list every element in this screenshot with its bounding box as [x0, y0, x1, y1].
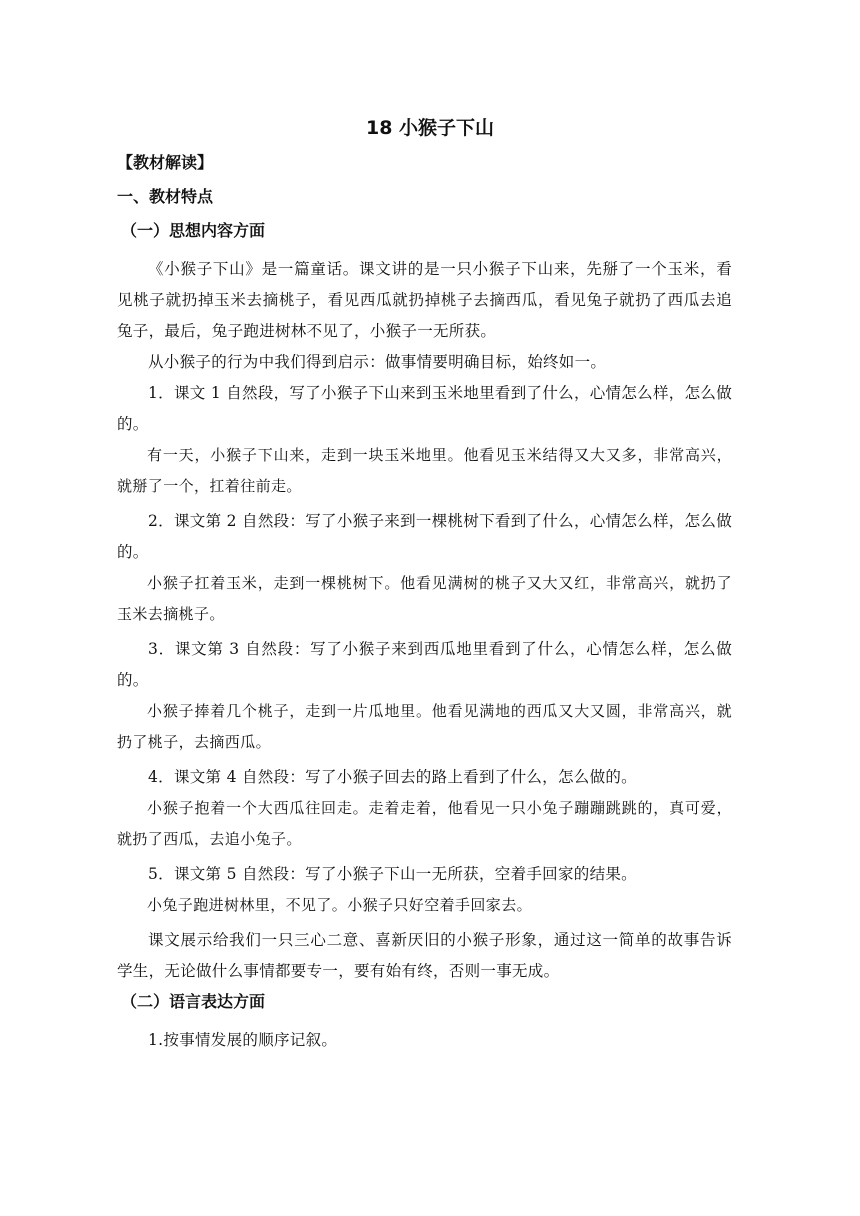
- quote-4: 小猴子抱着一个大西瓜往回走。走着走着，他看见一只小兔子蹦蹦跳跳的，真可爱，就扔了西瓜，去追小兔子。: [117, 799, 732, 848]
- quote-1: 有一天，小猴子下山来，走到一块玉米地里。他看见玉米结得又大又多，非常高兴，就掰了一个，扛着往前走。: [117, 446, 732, 495]
- paragraph-lesson: 从小猴子的行为中我们得到启示：做事情要明确目标，始终如一。: [148, 353, 607, 371]
- quote-5: 小兔子跑进树林里，不见了。小猴子只好空着手回家去。: [147, 896, 533, 914]
- list-item-4: 4．课文第 4 自然段：写了小猴子回去的路上看到了什么，怎么做的。: [148, 768, 637, 786]
- paragraph-summary: 《小猴子下山》是一篇童话。课文讲的是一只小猴子下山来，先掰了一个玉米，看见桃子就扔掉玉米去摘桃子，看见西瓜就扔掉桃子去摘西瓜，看见兔子就扔了西瓜去追兔子，最后，兔子跑进树林不见了，小猴子一无所获。: [117, 260, 732, 340]
- document-title: 18 小猴子下山: [365, 117, 495, 139]
- document-body: [117, 152, 732, 1056]
- list-item-2: 2．课文第 2 自然段：写了小猴子来到一棵桃树下看到了什么，心情怎么样，怎么做的。: [117, 512, 732, 561]
- quote-2: 小猴子扛着玉米，走到一棵桃树下。他看见满树的桃子又大又红，非常高兴，就扔了玉米去摘桃子。: [117, 574, 732, 623]
- section-heading-main: 【教材解读】: [117, 153, 214, 172]
- section-heading-features: 一、教材特点: [117, 187, 214, 206]
- list-item-3: 3．课文第 3 自然段：写了小猴子来到西瓜地里看到了什么，心情怎么样，怎么做的。: [117, 640, 732, 689]
- paragraph-conclusion: 课文展示给我们一只三心二意、喜新厌旧的小猴子形象，通过这一简单的故事告诉学生，无论做什么事情都要专一，要有始有终，否则一事无成。: [117, 931, 732, 980]
- subsection-heading-language: （二）语言表达方面: [121, 992, 266, 1011]
- list-item-5: 5．课文第 5 自然段：写了小猴子下山一无所获，空着手回家的结果。: [148, 865, 637, 883]
- list-item-1: 1．课文 1 自然段，写了小猴子下山来到玉米地里看到了什么，心情怎么样，怎么做的。: [117, 384, 732, 433]
- list-item-language-1: 1.按事情发展的顺序记叙。: [148, 1031, 338, 1049]
- quote-3: 小猴子捧着几个桃子，走到一片瓜地里。他看见满地的西瓜又大又圆，非常高兴，就扔了桃子，去摘西瓜。: [117, 702, 732, 751]
- subsection-heading-content: （一）思想内容方面: [121, 221, 266, 240]
